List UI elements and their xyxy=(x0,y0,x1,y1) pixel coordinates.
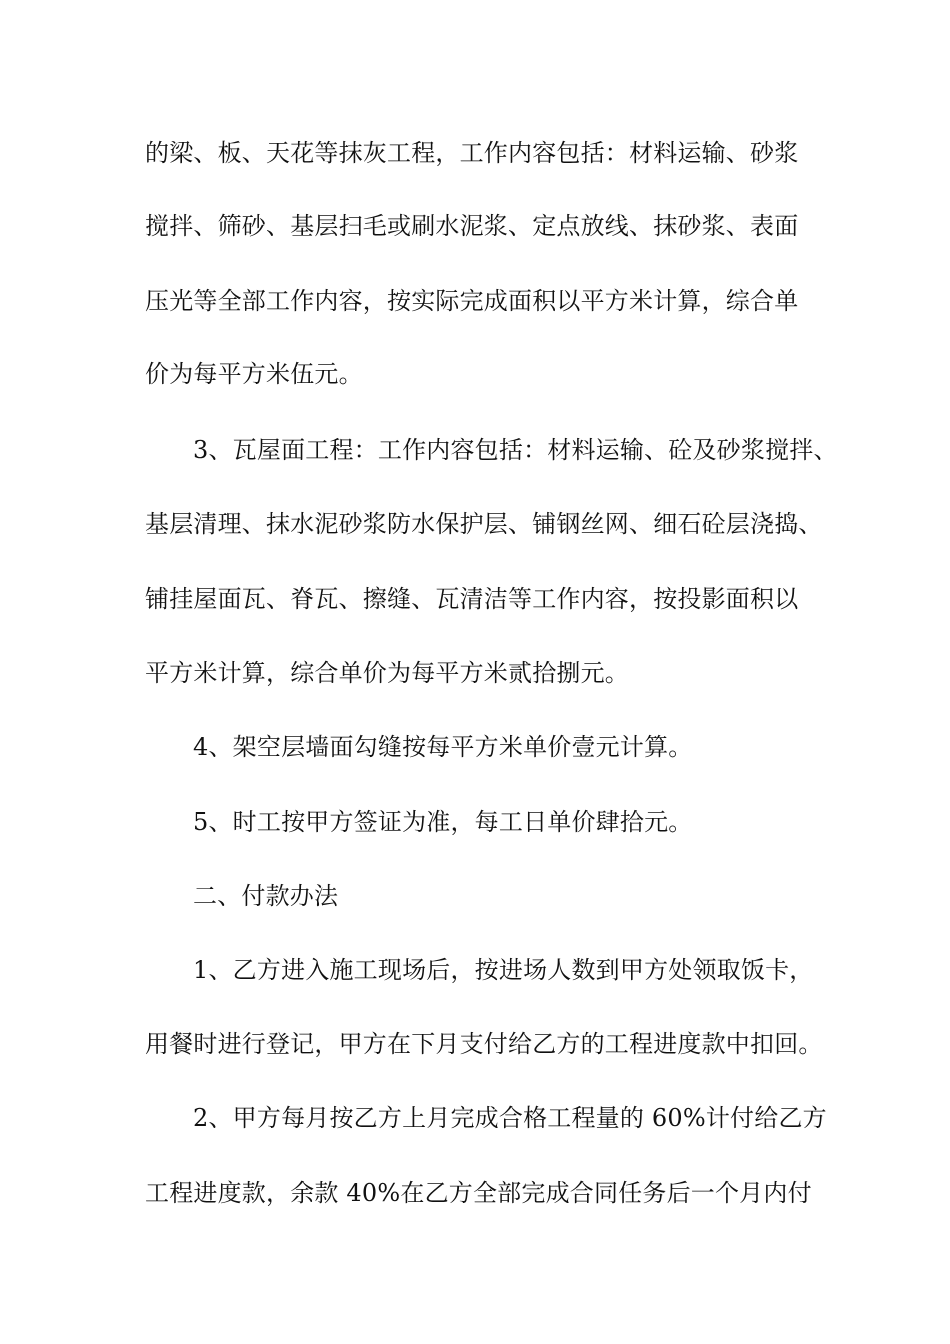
text-line: 基层清理、抹水泥砂浆防水保护层、铺钢丝网、细石砼层浇捣、 xyxy=(145,510,823,538)
paragraph-roof-work: 3、瓦屋面工程：工作内容包括：材料运输、砼及砂浆搅拌、 xyxy=(193,436,838,464)
section-heading-payment: 二、付款办法 xyxy=(193,882,339,910)
paragraph-wall-pointing: 4、架空层墙面勾缝按每平方米单价壹元计算。 xyxy=(193,733,693,761)
text-line: 价为每平方米伍元。 xyxy=(145,360,363,388)
text-line: 工程进度款，余款 40%在乙方全部完成合同任务后一个月内付 xyxy=(145,1179,812,1207)
paragraph-day-labor: 5、时工按甲方签证为准，每工日单价肆拾元。 xyxy=(193,808,693,836)
text-line: 的梁、板、天花等抹灰工程，工作内容包括：材料运输、砂浆 xyxy=(145,139,799,167)
text-line: 用餐时进行登记，甲方在下月支付给乙方的工程进度款中扣回。 xyxy=(145,1030,823,1058)
paragraph-progress-payment: 2、甲方每月按乙方上月完成合格工程量的 60%计付给乙方 xyxy=(193,1104,827,1132)
text-line: 平方米计算，综合单价为每平方米贰拾捌元。 xyxy=(145,659,629,687)
paragraph-meal-card: 1、乙方进入施工现场后，按进场人数到甲方处领取饭卡， xyxy=(193,956,814,984)
text-line: 压光等全部工作内容，按实际完成面积以平方米计算，综合单 xyxy=(145,287,799,315)
text-line: 铺挂屋面瓦、脊瓦、擦缝、瓦清洁等工作内容，按投影面积以 xyxy=(145,585,799,613)
text-line: 搅拌、筛砂、基层扫毛或刷水泥浆、定点放线、抹砂浆、表面 xyxy=(145,212,799,240)
